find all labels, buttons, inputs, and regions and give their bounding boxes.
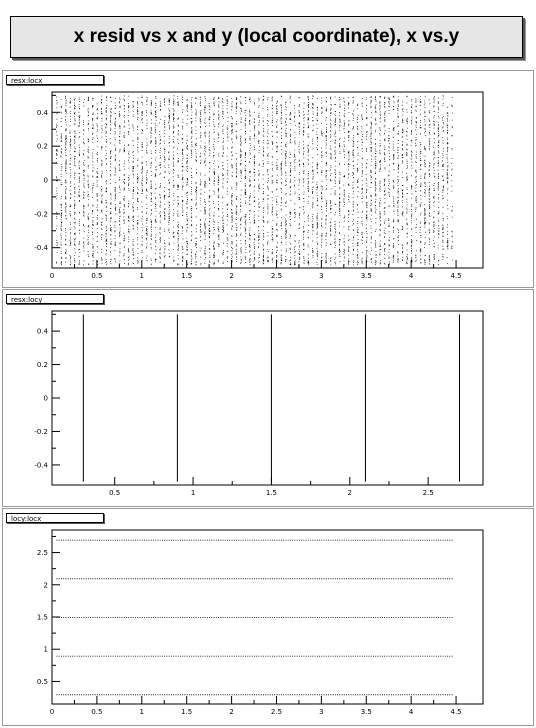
x-tick-label: 2 [229, 708, 234, 716]
x-tick-label: 4.5 [450, 272, 462, 280]
data-row [57, 540, 453, 541]
x-tick-label: 1.5 [265, 489, 277, 497]
x-tick-label: 4.5 [450, 708, 462, 716]
y-tick-label: -0.4 [34, 461, 48, 470]
y-tick-label: 0.4 [36, 327, 48, 336]
y-tick-label: 2 [43, 581, 48, 590]
y-tick-label: 0 [43, 176, 48, 185]
x-tick-label: 1 [190, 489, 196, 497]
x-tick-label: 0 [49, 272, 55, 280]
pad-label-resx-locy: resx:locy [6, 294, 104, 304]
scatter-points [56, 95, 453, 265]
x-tick-label: 1.5 [181, 708, 193, 716]
y-tick-label: 0.2 [36, 142, 48, 151]
data-row [57, 578, 453, 579]
y-tick-label: -0.2 [34, 210, 48, 219]
pad-label-locy-locx: locy:locx [6, 513, 104, 523]
x-tick-label: 1 [139, 708, 145, 716]
x-tick-label: 1.5 [181, 272, 193, 280]
x-tick-label: 2 [347, 489, 353, 497]
canvas-title: x resid vs x and y (local coordinate), x vs.y [10, 16, 523, 58]
x-tick-label: 4 [408, 708, 414, 716]
x-tick-label: 2 [229, 272, 234, 280]
scatter-point-cloud [56, 95, 453, 265]
plot-frame-1 [52, 92, 483, 268]
y-tick-label: -0.2 [34, 427, 48, 436]
x-tick-label: 3.5 [360, 708, 372, 716]
y-tick-label: 1 [43, 645, 48, 654]
x-tick-label: 0 [49, 708, 55, 716]
data-row [57, 694, 453, 695]
x-tick-label: 4 [408, 272, 414, 280]
x-tick-label: 2.5 [270, 708, 283, 716]
x-tick-label: 3 [319, 708, 324, 716]
plot-frame-2 [52, 311, 483, 485]
x-tick-label: 2.5 [422, 489, 434, 497]
x-tick-label: 3 [319, 272, 324, 280]
y-tick-label: 1.5 [36, 613, 48, 622]
x-tick-label: 3.5 [360, 272, 372, 280]
x-tick-label: 2.5 [270, 272, 283, 280]
y-tick-label: -0.4 [34, 244, 48, 253]
x-tick-label: 1 [139, 272, 145, 280]
data-row [57, 617, 453, 618]
y-tick-label: 2.5 [36, 549, 48, 558]
y-tick-label: 0.5 [36, 677, 48, 686]
x-tick-label: 0.5 [91, 708, 103, 716]
y-tick-label: 0.2 [36, 361, 48, 370]
y-tick-label: 0.4 [36, 108, 48, 117]
y-tick-label: 0 [43, 394, 48, 403]
x-tick-label: 0.5 [91, 272, 103, 280]
x-tick-label: 0.5 [109, 489, 121, 497]
pad-label-resx-locx: resx:locx [6, 75, 104, 85]
data-row [57, 656, 453, 657]
